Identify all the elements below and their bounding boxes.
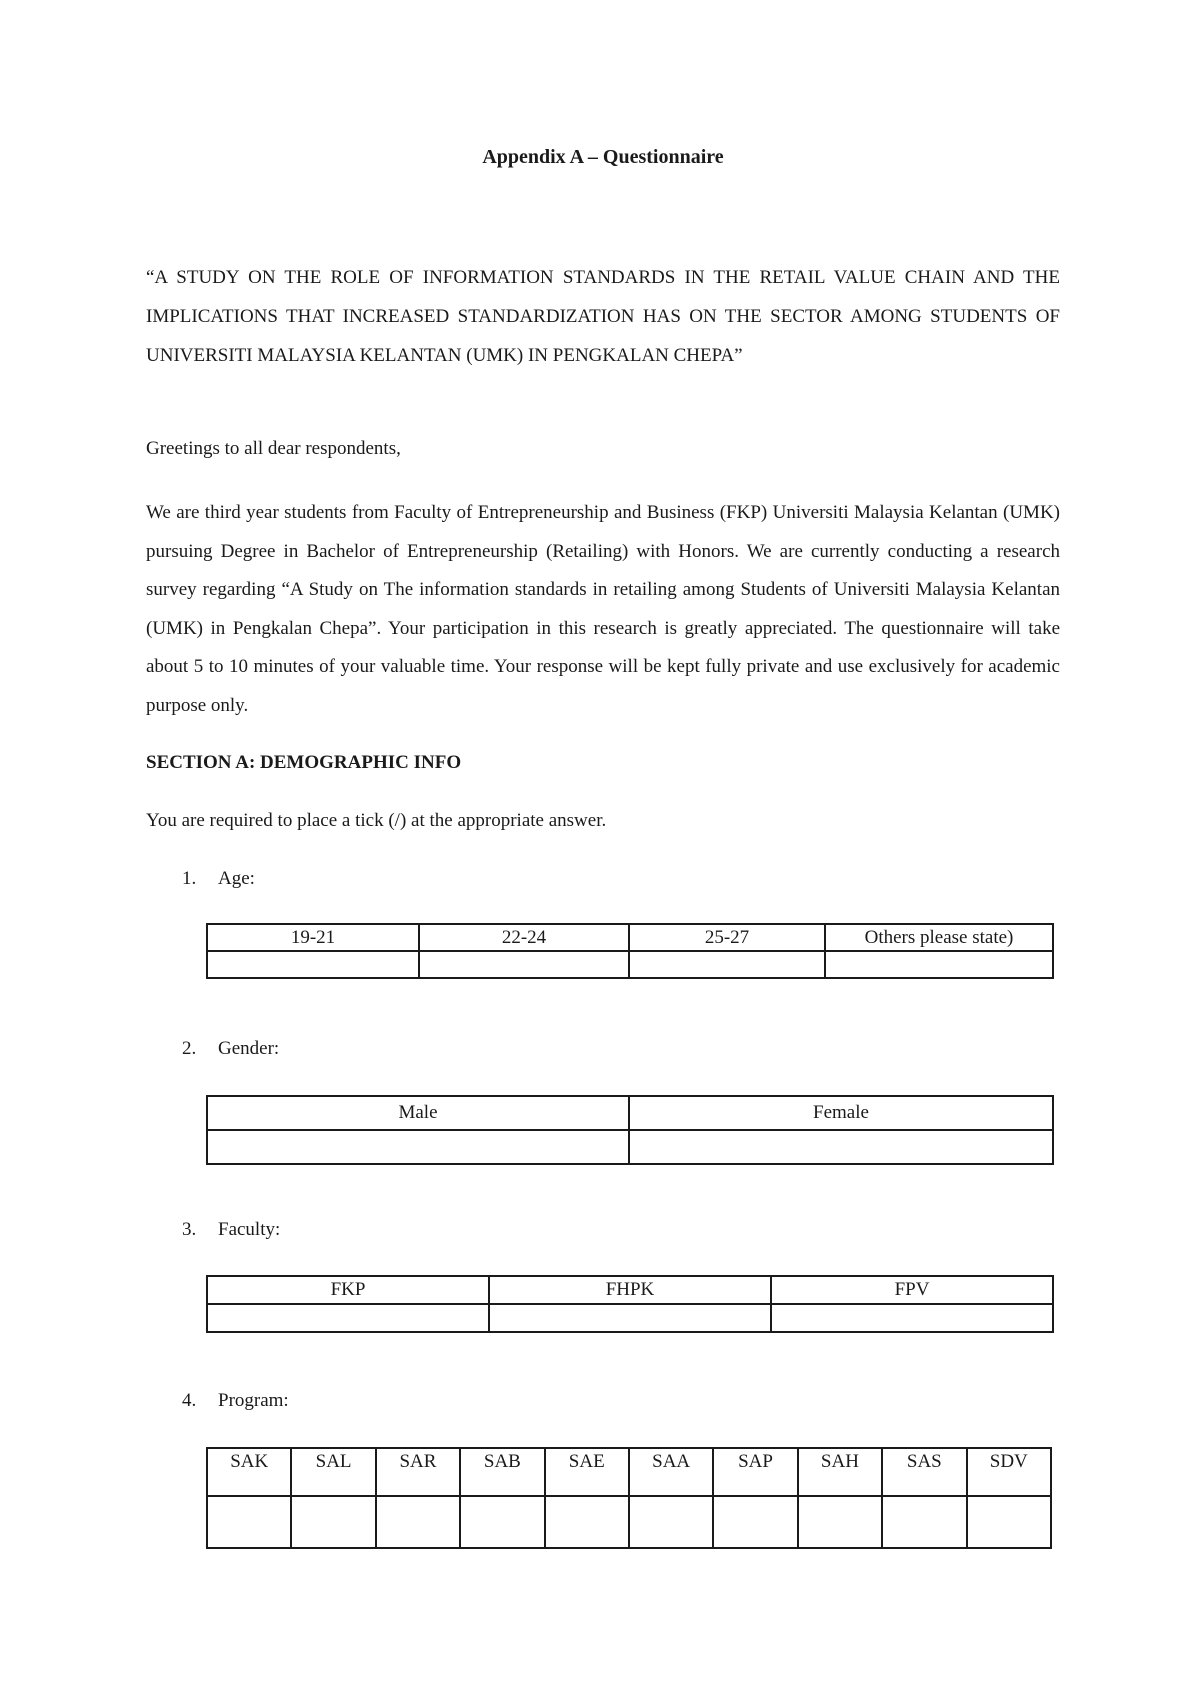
tick-cell[interactable] (545, 1496, 629, 1548)
tick-cell[interactable] (489, 1304, 771, 1332)
question-age (182, 868, 255, 890)
intro-paragraph: We are third year students from Faculty of Entrepreneurship and Business (FKP) Universiti Malaysia Kelantan (UMK) pursuing Degree in Bachelor of Entrepreneurship (Retailing) with Honors. We are currently conducting a research survey regarding “A Study on The information standards in retailing among Students of Universiti Malaysia Kelantan (UMK) in Pengkalan Chepa”. Your participation in this research is greatly appreciated. The questionnaire will take about 5 to 10 minutes of your valuable time. Your response will be kept fully private and use exclusively for academic purpose only. (146, 502, 1060, 716)
option-header: Female (629, 1096, 1053, 1130)
tick-cell[interactable] (629, 1496, 713, 1548)
option-header: SAK (207, 1448, 291, 1496)
option-header: SAE (545, 1448, 629, 1496)
study-title: “A STUDY ON THE ROLE OF INFORMATION STANDARDS IN THE RETAIL VALUE CHAIN AND THE IMPLICATIONS THAT INCREASED STANDARDIZATION HAS ON THE SECTOR AMONG STUDENTS OF UNIVERSITI MALAYSIA KELANTAN (UMK) IN PENGKALAN CHEPA” (146, 267, 1060, 366)
question-number: 2. (182, 1038, 197, 1059)
option-header: SAS (882, 1448, 966, 1496)
tick-cell[interactable] (207, 951, 419, 978)
tick-cell[interactable] (291, 1496, 375, 1548)
option-header: 19-21 (207, 924, 419, 951)
option-header: FPV (771, 1276, 1053, 1304)
question-faculty (182, 1219, 280, 1241)
tick-cell[interactable] (825, 951, 1053, 978)
option-header: SDV (967, 1448, 1051, 1496)
tick-cell[interactable] (376, 1496, 460, 1548)
option-header: SAA (629, 1448, 713, 1496)
tick-cell[interactable] (207, 1130, 629, 1164)
age-options-table (206, 923, 1054, 979)
question-label: Program: (218, 1390, 289, 1411)
question-program (182, 1390, 289, 1412)
page-title: Appendix A – Questionnaire (482, 146, 724, 168)
faculty-options-table (206, 1275, 1054, 1333)
option-header: Others please state) (825, 924, 1053, 951)
question-number: 3. (182, 1219, 197, 1240)
tick-cell[interactable] (629, 951, 825, 978)
gender-options-table (206, 1095, 1054, 1165)
option-header: SAR (376, 1448, 460, 1496)
tick-cell[interactable] (419, 951, 629, 978)
tick-cell[interactable] (629, 1130, 1053, 1164)
option-header: SAL (291, 1448, 375, 1496)
tick-cell[interactable] (713, 1496, 797, 1548)
question-label: Faculty: (218, 1219, 281, 1240)
question-number: 4. (182, 1390, 197, 1411)
instruction-text: You are required to place a tick (/) at the appropriate answer. (146, 810, 607, 831)
program-options-table (206, 1447, 1052, 1549)
tick-cell[interactable] (207, 1496, 291, 1548)
option-header: SAH (798, 1448, 882, 1496)
option-header: 25-27 (629, 924, 825, 951)
option-header: SAB (460, 1448, 544, 1496)
tick-cell[interactable] (771, 1304, 1053, 1332)
tick-cell[interactable] (207, 1304, 489, 1332)
question-label: Age: (218, 868, 255, 889)
option-header: 22-24 (419, 924, 629, 951)
option-header: FKP (207, 1276, 489, 1304)
option-header: FHPK (489, 1276, 771, 1304)
question-number: 1. (182, 868, 197, 889)
tick-cell[interactable] (460, 1496, 544, 1548)
option-header: Male (207, 1096, 629, 1130)
tick-cell[interactable] (967, 1496, 1051, 1548)
option-header: SAP (713, 1448, 797, 1496)
tick-cell[interactable] (798, 1496, 882, 1548)
question-label: Gender: (218, 1038, 280, 1059)
section-a-heading: SECTION A: DEMOGRAPHIC INFO (146, 752, 462, 773)
tick-cell[interactable] (882, 1496, 966, 1548)
greeting: Greetings to all dear respondents, (146, 438, 401, 459)
question-gender (182, 1038, 279, 1060)
